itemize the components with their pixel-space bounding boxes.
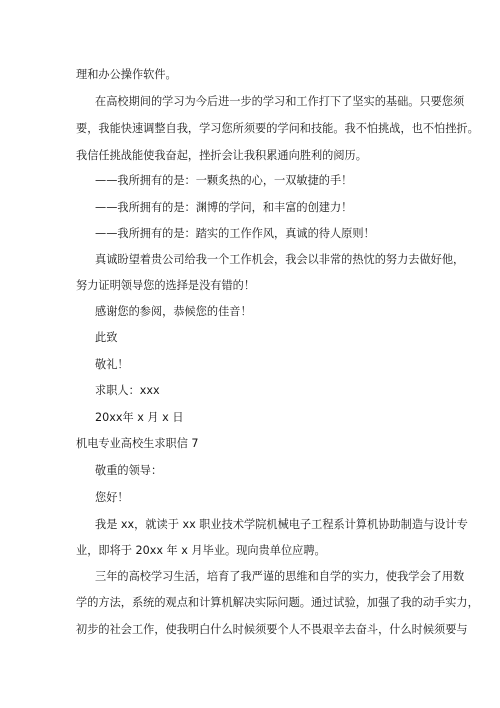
text-line: ——我所拥有的是：一颗炙热的心，一双敏捷的手！ <box>95 174 353 187</box>
text-line: 真诚盼望着贵公司给我一个工作机会，我会以非常的热忱的努力去做好他， <box>95 253 465 266</box>
text-line: 感谢您的参阅，恭候您的佳音！ <box>95 305 252 318</box>
text-line: 我是 xx，就读于 xx 职业技术学院机械电子工程系计算机协助制造与设计专 <box>95 518 468 531</box>
text-line: 您好！ <box>95 491 129 504</box>
text-line: 三年的高校学习生活，培育了我严谨的思维和自学的实力，使我学会了用数 <box>95 570 465 583</box>
text-line: 初步的社会工作，使我明白什么时候须要个人不畏艰辛去奋斗，什么时候须要与 <box>76 623 468 636</box>
text-line: ——我所拥有的是：渊博的学问，和丰富的创建力！ <box>95 201 353 214</box>
text-line: 求职人：xxx <box>95 384 160 397</box>
text-line: 敬重的领导： <box>95 464 163 477</box>
section-heading: 机电专业高校生求职信 7 <box>76 437 199 450</box>
text-line: 学的方法，系统的观点和计算机解决实际问题。通过试验，加强了我的动手实力， <box>76 596 479 609</box>
text-line: 业，即将于 20xx 年 x 月毕业。现向贵单位应聘。 <box>76 544 326 557</box>
text-line: 努力证明领导您的选择是没有错的！ <box>76 279 256 292</box>
text-line: 在高校期间的学习为今后进一步的学习和工作打下了坚实的基础。只要您须 <box>95 95 465 108</box>
text-line: 20xx年 x 月 x 日 <box>95 411 184 424</box>
text-line: 此致 <box>95 331 118 344</box>
text-line: ——我所拥有的是：踏实的工作作风，真诚的待人原则！ <box>95 227 375 240</box>
text-line: 理和办公操作软件。 <box>76 68 177 81</box>
text-line: 敬礼！ <box>95 358 129 371</box>
text-line: 我信任挑战能使我奋起，挫折会让我积累通向胜利的阅历。 <box>76 149 367 162</box>
text-line: 要，我能快速调整自我，学习您所须要的学问和技能。我不怕挑战，也不怕挫折。 <box>76 122 479 135</box>
